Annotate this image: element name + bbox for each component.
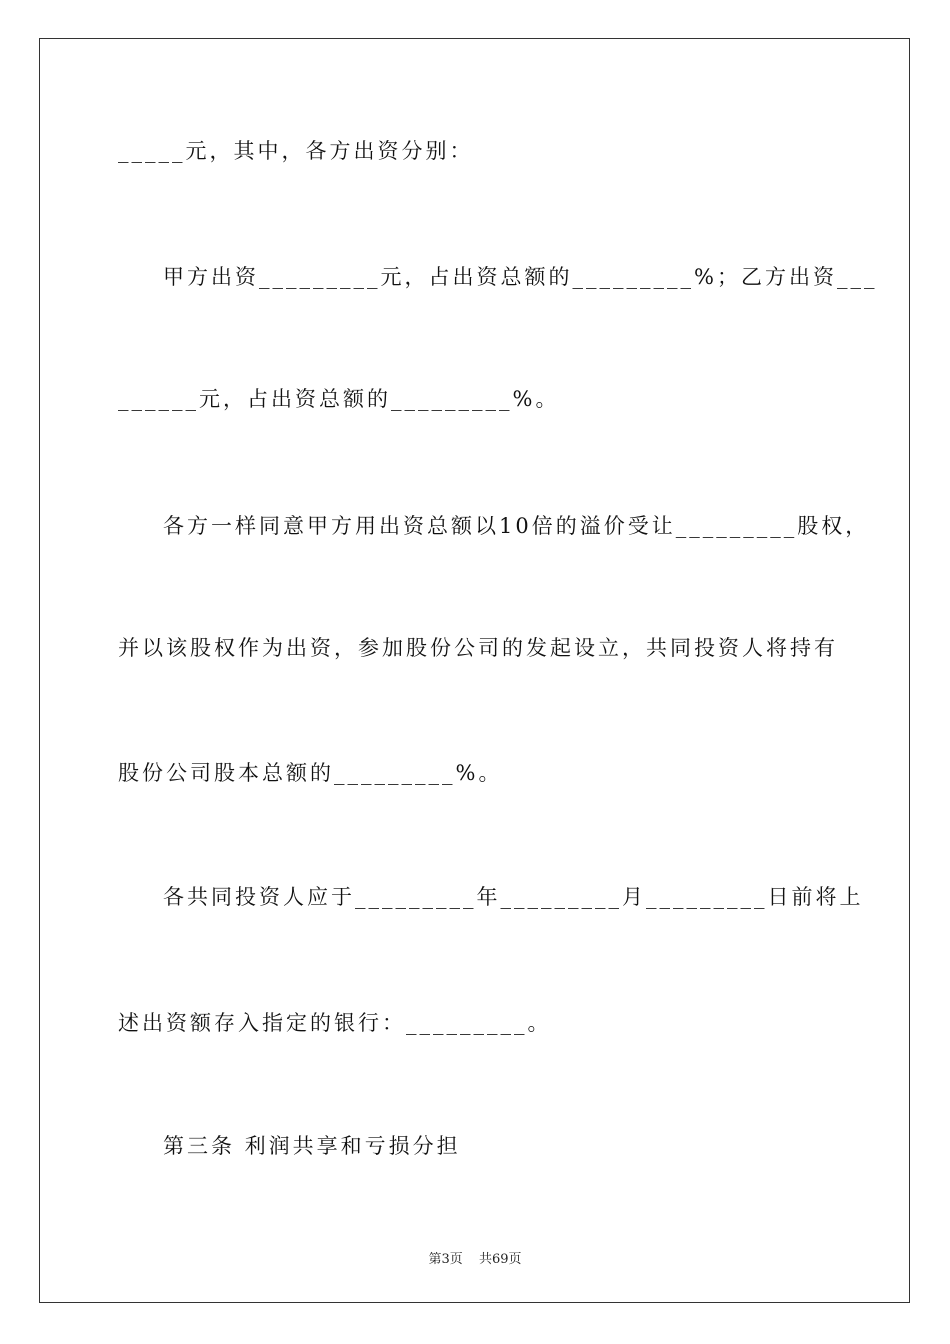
paragraph-line-8: 述出资额存入指定的银行：_________。 xyxy=(118,1011,552,1035)
paragraph-line-1: _____元，其中，各方出资分别： xyxy=(118,139,474,163)
page-frame xyxy=(39,38,910,1303)
paragraph-line-7: 各共同投资人应于_________年_________月_________日前将上 xyxy=(163,885,864,909)
paragraph-line-6: 股份公司股本总额的_________%。 xyxy=(118,761,503,785)
paragraph-line-4: 各方一样同意甲方用出资总额以10倍的溢价受让_________股权， xyxy=(163,514,870,538)
paragraph-line-5: 并以该股权作为出资，参加股份公司的发起设立，共同投资人将持有 xyxy=(118,636,838,660)
paragraph-line-3: ______元，占出资总额的_________%。 xyxy=(118,387,560,411)
section-heading: 第三条 利润共享和亏损分担 xyxy=(163,1134,461,1158)
page-footer xyxy=(0,1248,950,1267)
paragraph-line-2: 甲方出资_________元，占出资总额的_________%；乙方出资___ xyxy=(163,265,878,289)
page-total: 共69页 xyxy=(478,1252,522,1267)
page-number: 第3页 xyxy=(428,1252,463,1267)
